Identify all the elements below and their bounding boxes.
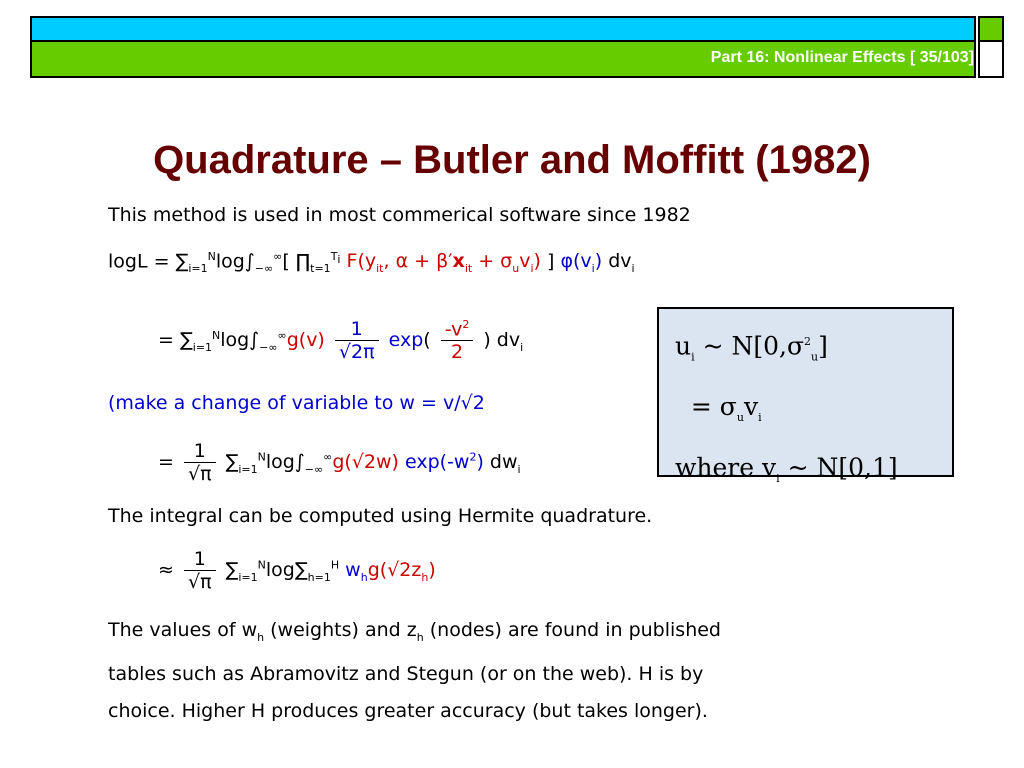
equation-w-form: = $\frac{1}{√\pi}$ $\sum_{i=1}^N\log\int_{-\infty}^\infty g(√2w)$ $\exp(-w^2)$ $dw_i$: [158, 440, 521, 485]
equation-quadrature: ≈ $\frac{1}{√\pi}$ $\sum_{i=1}^N\log\sum_{h=1}^H$ $w_hg(√2z_h)$: [158, 548, 436, 593]
corner-square-top: [978, 16, 1004, 42]
equation-loglikelihood: $\log L = \sum_{i=1}^N\log\int_{-\infty}^\infty$[ $\prod_{t=1}^{T_i}$ $F(y_{it}$, $\alpha + \beta'x_{it} + \sigma_uv_i$) ] $\varphi(v_i)$ $dv_i$: [108, 250, 635, 276]
corner-square-bottom: [978, 42, 1004, 78]
hermite-note: The integral can be computed using Hermite quadrature.: [108, 505, 653, 527]
equation-g-form: = $\sum_{i=1}^N\log\int_{-\infty}^\infty g(v)$ $\frac{1}{√2\pi}$ exp( $\frac{-v^2}{2}$ ) $dv_i$: [158, 318, 524, 364]
closing-paragraph: The values of $w_h$ (weights) and $z_h$ (nodes) are found in published tables such as Abramovitz and Stegun (or on the web). H is by choice. Higher H produces greater accuracy (but takes longer).: [108, 619, 721, 722]
change-variable-note: (make a change of variable to w = v/√2: [108, 392, 485, 414]
header-text: Part 16: Nonlinear Effects [ 35/103]: [710, 49, 974, 66]
intro-text: This method is used in most commerical software since 1982: [108, 204, 691, 226]
header-bar-top: [30, 16, 976, 42]
definition-box: $u_i$ ~ $N[0,\sigma^2_u]$ = $\sigma_uv_i$ where $v_i$ ~ N[0,1]: [657, 307, 954, 477]
slide-title: Quadrature – Butler and Moffitt (1982): [153, 138, 871, 182]
